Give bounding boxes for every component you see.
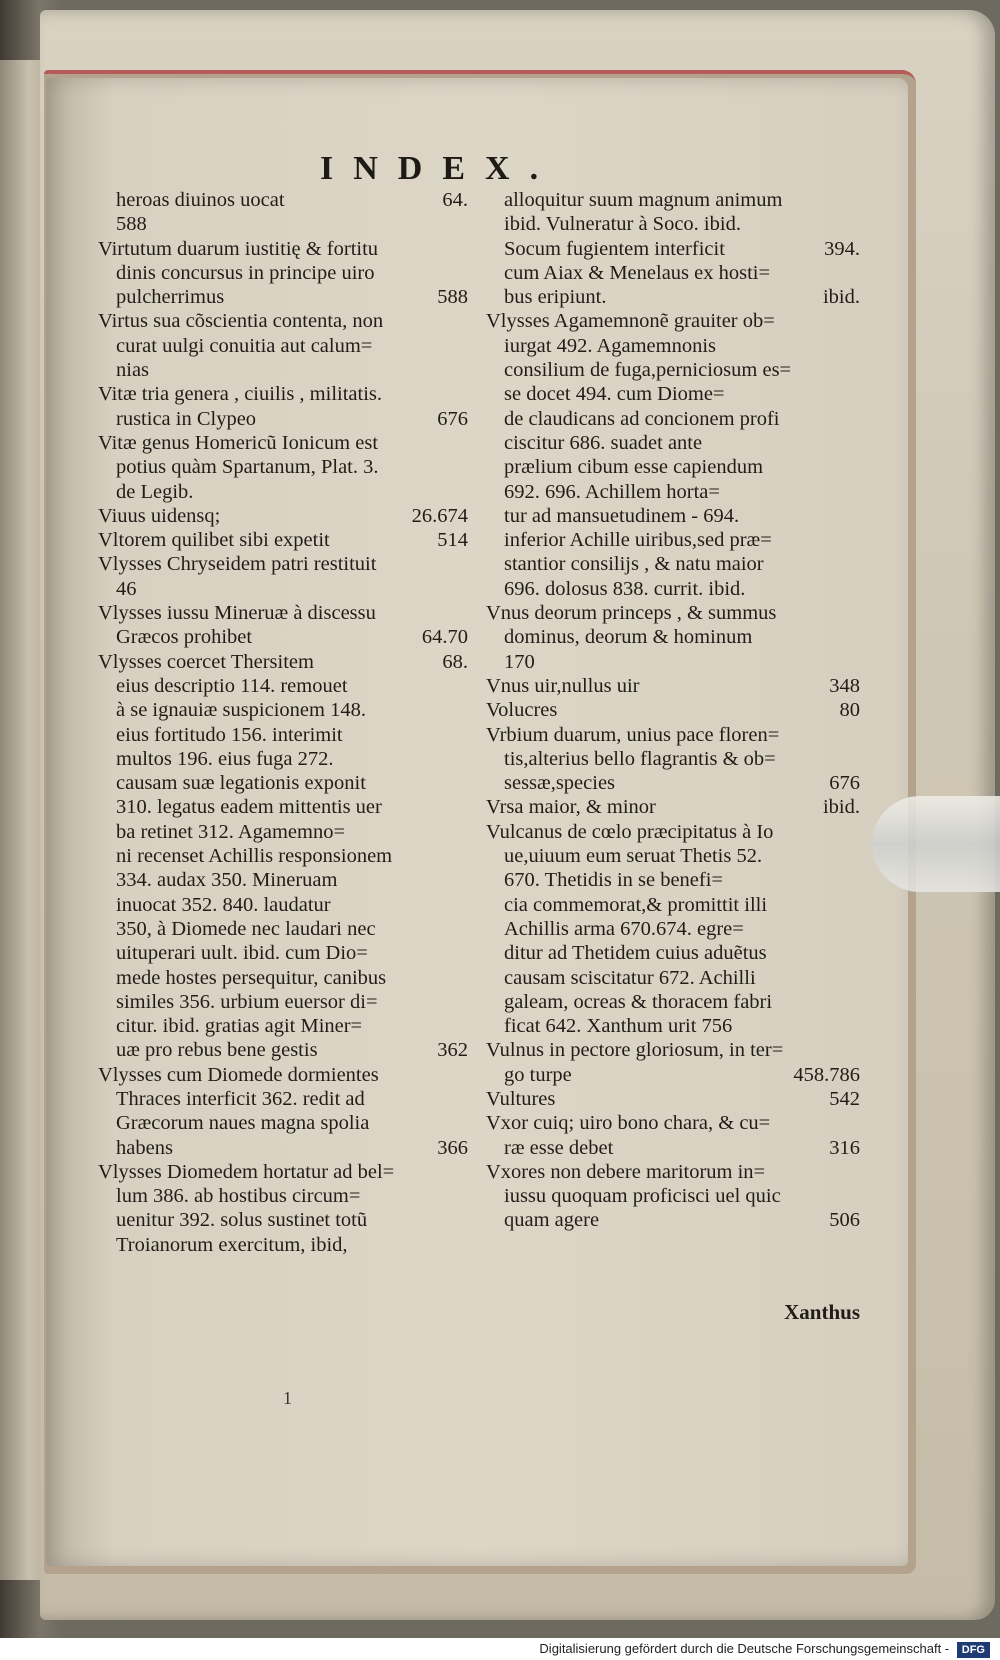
footer-text: Digitalisierung gefördert durch die Deutsche Forschungsgemeinschaft - <box>539 1641 950 1656</box>
index-entry-text: 692. 696. Achillem horta= <box>504 480 720 503</box>
index-entry-text: Græcos prohibet <box>116 626 253 649</box>
index-entry-text: inuocat 352. 840. laudatur <box>116 893 331 916</box>
index-entry-text: Virtus sua cõscientia contenta, non <box>98 310 384 333</box>
index-entry-text: 350, à Diomede nec laudari nec <box>116 917 376 940</box>
index-line <box>486 868 860 892</box>
index-entry-text: galeam, ocreas & thoracem fabri <box>504 990 773 1013</box>
index-entry-text: 670. Thetidis in se benefi= <box>504 869 723 892</box>
index-line <box>486 407 860 431</box>
index-line <box>486 1038 860 1062</box>
index-entry-text: ditur ad Thetidem cuius aduẽtus <box>504 942 767 965</box>
index-line <box>486 528 860 552</box>
index-line <box>98 334 468 358</box>
index-entry-ref: 366 <box>437 1136 468 1159</box>
index-entry-text: Vrbium duarum, unius pace floren= <box>486 723 780 746</box>
index-entry-text: Vxores non debere maritorum in= <box>486 1160 766 1183</box>
index-line <box>486 285 860 309</box>
index-entry-ref: 316 <box>829 1136 860 1159</box>
index-line <box>98 917 468 941</box>
index-line <box>98 601 468 625</box>
index-entry-ref: 676 <box>829 772 860 795</box>
index-line <box>98 795 468 819</box>
index-entry-ref: 80 <box>839 699 860 722</box>
digitization-footer <box>0 1638 1000 1660</box>
index-line <box>98 893 468 917</box>
index-line <box>98 1233 468 1257</box>
index-entry-text: Græcorum naues magna spolia <box>116 1112 370 1135</box>
index-line <box>98 309 468 333</box>
index-entry-ref: 458.786 <box>793 1063 860 1086</box>
index-entry-text: à se ignauiæ suspicionem 148. <box>116 699 366 722</box>
index-line <box>486 941 860 965</box>
index-entry-text: iurgat 492. Agamemnonis <box>504 334 717 357</box>
index-entry-text: Vlysses iussu Mineruæ à discessu <box>98 602 376 625</box>
index-entry-text: Vlysses Diomedem hortatur ad bel= <box>98 1160 395 1183</box>
index-line <box>98 1087 468 1111</box>
page-mark: 1 <box>283 1388 292 1408</box>
index-line <box>486 431 860 455</box>
index-line <box>486 795 860 819</box>
index-entry-text: Virtutum duarum iustitię & fortitu <box>98 237 379 260</box>
index-entry-text: dominus, deorum & hominum <box>504 626 753 649</box>
index-entry-text: de Legib. <box>116 480 194 503</box>
index-entry-text: ræ esse debet <box>504 1136 614 1159</box>
index-line <box>98 771 468 795</box>
index-line <box>98 577 468 601</box>
index-entry-text: Vitæ genus Homericũ Ionicum est <box>98 431 379 454</box>
index-entry-text: consilium de fuga,perniciosum es= <box>504 359 792 382</box>
index-entry-text: lum 386. ab hostibus circum= <box>116 1185 361 1208</box>
index-entry-text: uæ pro rebus bene gestis <box>116 1039 318 1062</box>
index-entry-text: Vulcanus de cœlo præcipitatus à Io <box>486 820 774 843</box>
index-entry-text: multos 196. eius fuga 272. <box>116 747 334 770</box>
index-line <box>486 334 860 358</box>
index-entry-ref: 362 <box>437 1039 468 1062</box>
index-entry-text: 334. audax 350. Mineruam <box>116 869 338 892</box>
index-line <box>98 941 468 965</box>
index-line <box>98 407 468 431</box>
index-entry-text: Viuus uidensq; <box>98 504 221 527</box>
index-entry-text: 588 <box>116 213 147 236</box>
index-entry-text: 46 <box>116 577 137 600</box>
index-entry-text: nias <box>116 359 150 382</box>
index-line <box>486 747 860 771</box>
index-line <box>98 698 468 722</box>
index-line <box>486 1014 860 1038</box>
page-heading: INDEX. <box>320 150 559 187</box>
index-entry-ref: ibid. <box>822 796 860 819</box>
index-entry-text: se docet 494. cum Diome= <box>504 383 725 406</box>
index-line <box>486 990 860 1014</box>
index-line <box>98 188 468 212</box>
index-entry-text: citur. ibid. gratias agit Miner= <box>116 1015 363 1038</box>
index-entry-text: sessæ,species <box>504 772 616 795</box>
index-entry-text: Vltorem quilibet sibi expetit <box>98 529 330 552</box>
index-line <box>98 1038 468 1062</box>
index-entry-text: tur ad mansuetudinem - 694. <box>504 504 740 527</box>
index-entry-text: uenitur 392. solus sustinet totũ <box>116 1209 368 1232</box>
index-entry-text: Vlysses Chryseidem patri restituit <box>98 553 377 576</box>
index-entry-text: ue,uiuum eum seruat Thetis 52. <box>504 845 763 868</box>
index-entry-text: ni recenset Achillis responsionem <box>116 845 393 868</box>
index-entry-ref: 506 <box>829 1209 860 1232</box>
index-line <box>486 188 860 212</box>
index-line <box>98 237 468 261</box>
index-line <box>98 1208 468 1232</box>
index-line <box>98 504 468 528</box>
index-entry-text: Achillis arma 670.674. egre= <box>504 917 744 940</box>
index-entry-text: de claudicans ad concionem profi <box>504 407 780 430</box>
index-line <box>486 358 860 382</box>
index-line <box>98 650 468 674</box>
index-entry-text: ba retinet 312. Agamemno= <box>116 820 346 843</box>
index-column-right <box>486 188 860 1233</box>
index-line <box>98 382 468 406</box>
index-line <box>486 771 860 795</box>
index-line <box>98 212 468 236</box>
index-entry-ref: 64. <box>442 189 468 211</box>
index-entry-text: habens <box>116 1136 173 1159</box>
index-entry-text: cia commemorat,& promittit illi <box>504 893 768 916</box>
index-entry-text: iussu quoquam proficisci uel quic <box>504 1185 781 1208</box>
index-line <box>98 480 468 504</box>
index-entry-text: dinis concursus in principe uiro <box>116 261 375 284</box>
index-entry-text: Vlysses Agamemnonẽ grauiter ob= <box>486 310 775 333</box>
index-entry-text: causam suæ legationis exponit <box>116 772 366 795</box>
index-entry-text: Vxor cuiq; uiro bono chara, & cu= <box>486 1112 771 1135</box>
index-entry-text: Vnus uir,nullus uir <box>486 674 640 697</box>
index-line <box>98 844 468 868</box>
index-line <box>98 552 468 576</box>
index-entry-text: Troianorum exercitum, ibid, <box>116 1233 348 1256</box>
index-entry-text: Volucres <box>486 699 558 722</box>
index-entry-text: ficat 642. Xanthum urit 756 <box>504 1015 733 1038</box>
index-entry-text: 170 <box>504 650 535 673</box>
index-line <box>486 625 860 649</box>
index-entry-text: Socum fugientem interficit <box>504 237 725 260</box>
index-entry-text: Thraces interficit 362. redit ad <box>116 1087 365 1110</box>
index-entry-ref: 588 <box>437 286 468 309</box>
index-entry-text: Vnus deorum princeps , & summus <box>486 602 777 625</box>
index-line <box>486 1136 860 1160</box>
index-column-left <box>98 188 468 1257</box>
index-entry-ref: 348 <box>829 674 860 697</box>
index-line <box>98 1014 468 1038</box>
index-line <box>486 261 860 285</box>
index-entry-text: 696. dolosus 838. currit. ibid. <box>504 577 746 600</box>
index-line <box>98 990 468 1014</box>
index-entry-text: ciscitur 686. suadet ante <box>504 431 703 454</box>
index-entry-text: Vrsa maior, & minor <box>486 796 656 819</box>
index-line <box>486 1184 860 1208</box>
dfg-logo: DFG <box>957 1642 990 1658</box>
index-entry-ref: 68. <box>442 650 468 673</box>
index-entry-text: rustica in Clypeo <box>116 407 257 430</box>
index-line <box>98 1184 468 1208</box>
index-entry-ref: 394. <box>824 237 860 260</box>
page-clip <box>872 796 1000 892</box>
index-entry-text: alloquitur suum magnum animum <box>504 189 783 211</box>
index-entry-text: potius quàm Spartanum, Plat. 3. <box>116 456 379 479</box>
index-entry-text: curat uulgi conuitia aut calum= <box>116 334 373 357</box>
index-line <box>486 504 860 528</box>
index-line <box>486 382 860 406</box>
index-line <box>486 309 860 333</box>
index-entry-text: ibid. Vulneratur à Soco. ibid. <box>504 213 741 236</box>
index-entry-text: Vultures <box>486 1087 556 1110</box>
index-line <box>486 601 860 625</box>
index-line <box>486 1087 860 1111</box>
index-entry-text: stantior consilijs , & natu maior <box>504 553 764 576</box>
index-line <box>98 261 468 285</box>
index-line <box>486 552 860 576</box>
index-line <box>98 431 468 455</box>
index-entry-text: pulcherrimus <box>116 286 225 309</box>
index-line <box>98 1160 468 1184</box>
index-line <box>98 455 468 479</box>
index-entry-text: Vlysses coercet Thersitem <box>98 650 314 673</box>
index-entry-text: cum Aiax & Menelaus ex hosti= <box>504 261 771 284</box>
index-entry-text: heroas diuinos uocat <box>116 189 285 211</box>
index-entry-text: similes 356. urbium euersor di= <box>116 990 378 1013</box>
index-entry-text: eius fortitudo 156. interimit <box>116 723 343 746</box>
index-entry-ref: 64.70 <box>421 626 468 649</box>
index-line <box>98 820 468 844</box>
index-entry-text: mede hostes persequitur, canibus <box>116 966 387 989</box>
index-line <box>486 1160 860 1184</box>
index-entry-text: go turpe <box>504 1063 572 1086</box>
index-line <box>98 285 468 309</box>
index-entry-ref: 26.674 <box>411 504 468 527</box>
index-entry-ref: 542 <box>829 1087 860 1110</box>
index-line <box>98 625 468 649</box>
index-line <box>486 1208 860 1232</box>
index-entry-text: Vulnus in pectore gloriosum, in ter= <box>486 1039 784 1062</box>
index-line <box>486 650 860 674</box>
index-line <box>486 844 860 868</box>
index-entry-text: prælium cibum esse capiendum <box>504 456 764 479</box>
index-entry-text: causam sciscitatur 672. Achilli <box>504 966 756 989</box>
index-line <box>98 1136 468 1160</box>
index-line <box>486 1111 860 1135</box>
index-entry-text: eius descriptio 114. remouet <box>116 674 348 697</box>
index-line <box>98 723 468 747</box>
index-line <box>486 237 860 261</box>
index-line <box>98 966 468 990</box>
index-line <box>486 698 860 722</box>
index-line <box>98 868 468 892</box>
index-line <box>98 1111 468 1135</box>
index-entry-text: bus eripiunt. <box>504 286 607 309</box>
index-entry-ref: 514 <box>437 529 468 552</box>
index-line <box>486 674 860 698</box>
index-entry-text: inferior Achille uiribus,sed præ= <box>504 529 772 552</box>
index-entry-ref: 676 <box>437 407 468 430</box>
index-line <box>486 917 860 941</box>
index-line <box>486 723 860 747</box>
index-line <box>98 1063 468 1087</box>
catchword: Xanthus <box>784 1300 860 1324</box>
index-line <box>486 212 860 236</box>
index-line <box>486 480 860 504</box>
index-entry-text: Vitæ tria genera , ciuilis , militatis. <box>98 383 383 406</box>
index-line <box>486 577 860 601</box>
index-entry-ref: ibid. <box>822 286 860 309</box>
index-line <box>486 455 860 479</box>
index-line <box>486 820 860 844</box>
index-line <box>98 747 468 771</box>
index-entry-text: uituperari uult. ibid. cum Dio= <box>116 942 368 965</box>
index-entry-text: Vlysses cum Diomede dormientes <box>98 1063 379 1086</box>
index-line <box>98 358 468 382</box>
index-line <box>486 893 860 917</box>
index-entry-text: 310. legatus eadem mittentis uer <box>116 796 382 819</box>
index-line <box>98 528 468 552</box>
index-entry-text: quam agere <box>504 1209 600 1232</box>
index-line <box>486 966 860 990</box>
index-line <box>98 674 468 698</box>
index-entry-text: tis,alterius bello flagrantis & ob= <box>504 747 776 770</box>
index-line <box>486 1063 860 1087</box>
